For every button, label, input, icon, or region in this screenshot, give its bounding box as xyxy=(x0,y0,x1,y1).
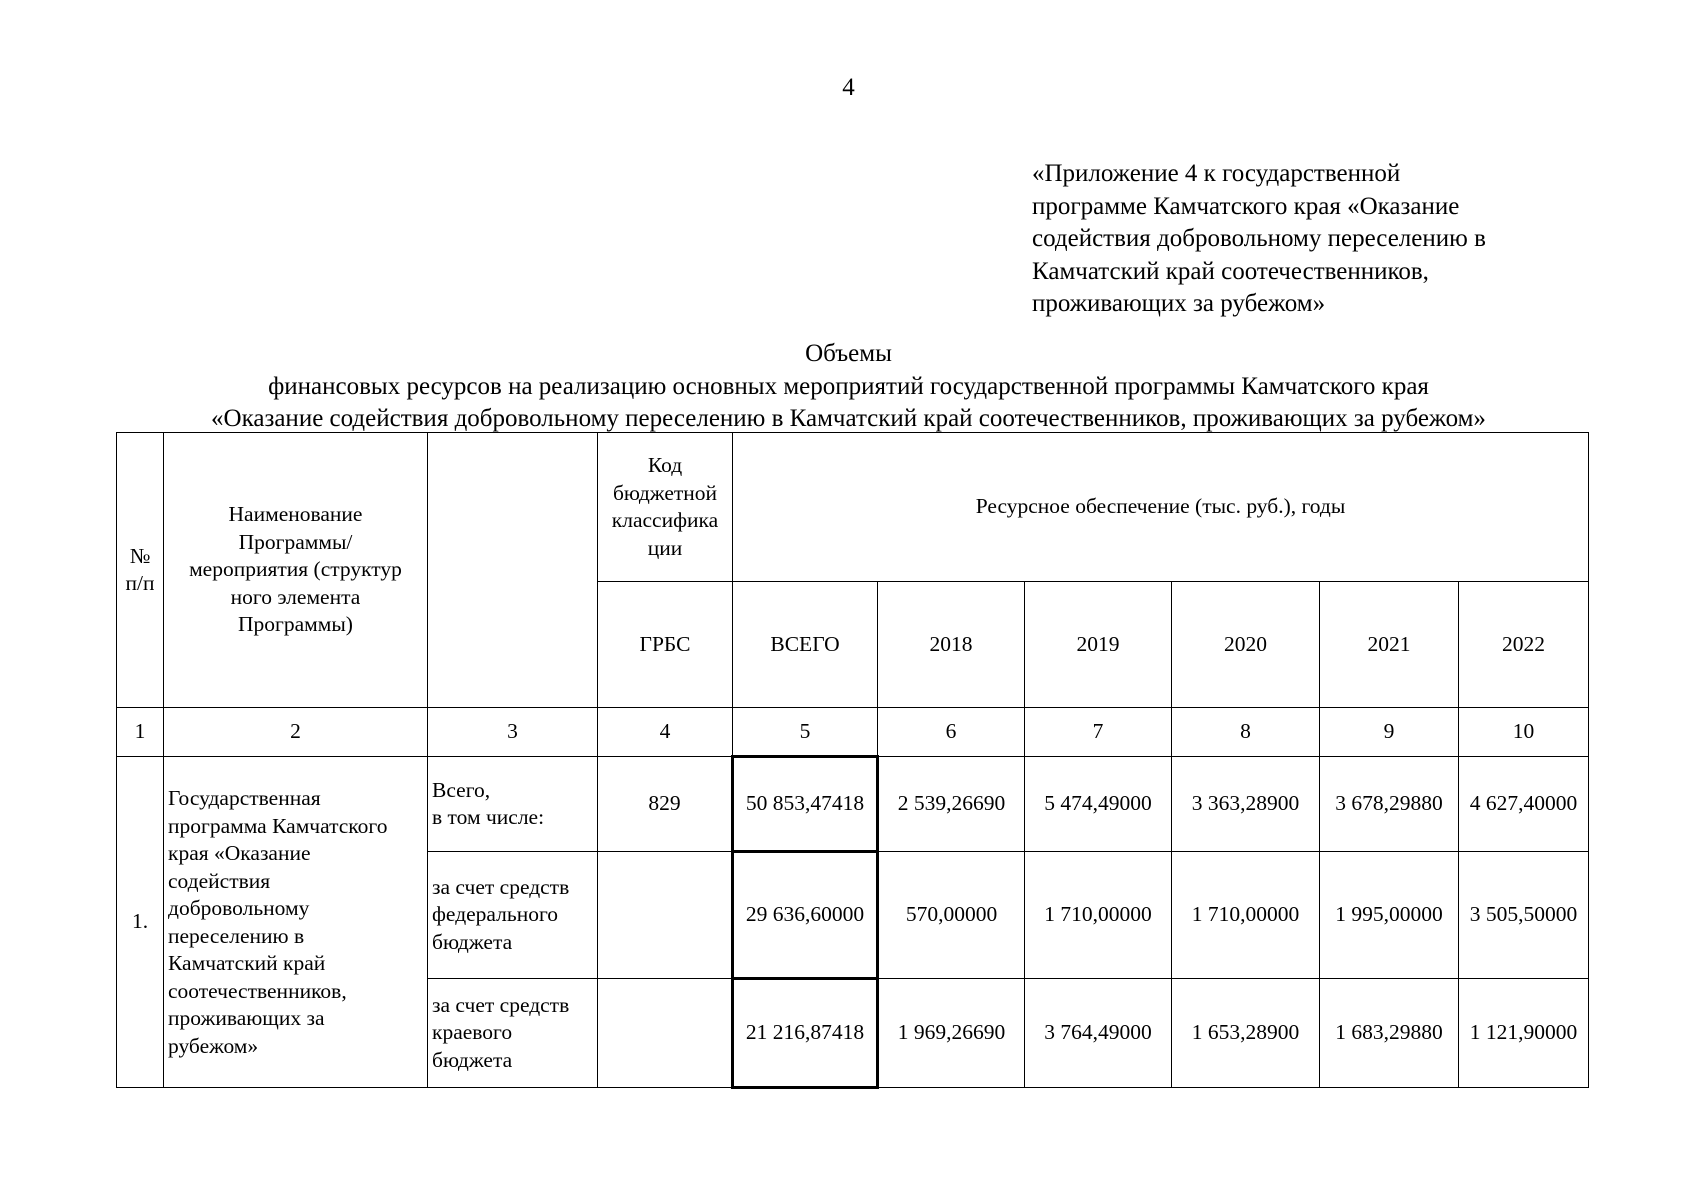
header-name-line: Программы/ xyxy=(238,529,353,554)
year-value-cell: 4 627,40000 xyxy=(1459,757,1589,852)
funding-source-line: бюджета xyxy=(432,929,513,954)
header-row xyxy=(117,433,1589,582)
column-number: 1 xyxy=(117,708,164,757)
header-year: 2020 xyxy=(1172,582,1320,708)
header-name-line: Программы) xyxy=(238,612,353,637)
title-line: Объемы xyxy=(805,340,892,367)
header-grbs: ГРБС xyxy=(598,582,733,708)
header-num-line: п/п xyxy=(125,571,155,595)
funding-source-line: краевого xyxy=(432,1020,513,1045)
column-number: 5 xyxy=(733,708,878,757)
column-number: 2 xyxy=(164,708,428,757)
table-row xyxy=(117,757,1589,852)
financial-resources-table xyxy=(116,432,1589,1089)
header-name-line: ного элемента xyxy=(230,584,361,609)
program-name-line: соотечественников, xyxy=(168,978,347,1003)
year-value-cell: 570,00000 xyxy=(878,852,1025,979)
column-number: 8 xyxy=(1172,708,1320,757)
header-year: 2019 xyxy=(1025,582,1172,708)
page-number: 4 xyxy=(842,74,855,101)
total-cell: 50 853,47418 xyxy=(733,757,878,852)
program-name-line: края «Оказание xyxy=(168,841,311,865)
year-value-cell: 3 678,29880 xyxy=(1320,757,1459,852)
appendix-line: программе Камчатского края «Оказание xyxy=(1032,192,1460,220)
grbs-code: 829 xyxy=(598,757,733,852)
funding-source-line: за счет средств xyxy=(432,874,570,899)
grbs-code-empty xyxy=(598,979,733,1088)
column-number: 4 xyxy=(598,708,733,757)
funding-source-label xyxy=(428,757,598,852)
appendix-line: Камчатский край соотечественников, xyxy=(1032,257,1429,285)
grbs-code-empty xyxy=(598,852,733,979)
column-number: 9 xyxy=(1320,708,1459,757)
year-value-cell: 1 683,29880 xyxy=(1320,979,1459,1088)
total-cell: 21 216,87418 xyxy=(733,979,878,1088)
header-code-line: Код xyxy=(647,453,683,477)
program-name-line: Камчатский край xyxy=(168,951,326,975)
year-value-cell: 1 653,28900 xyxy=(1172,979,1320,1088)
header-name-line: мероприятия (структур xyxy=(189,557,402,582)
header-num xyxy=(117,433,164,708)
program-name-line: программа Камчатского xyxy=(168,813,388,838)
program-name-line: проживающих за xyxy=(168,1006,325,1030)
column-number: 6 xyxy=(878,708,1025,757)
funding-source-line: бюджета xyxy=(432,1047,513,1072)
year-value-cell: 3 764,49000 xyxy=(1025,979,1172,1088)
year-value-cell: 1 710,00000 xyxy=(1025,852,1172,979)
header-resources: Ресурсное обеспечение (тыс. руб.), годы xyxy=(733,433,1589,582)
year-value-cell: 1 121,90000 xyxy=(1459,979,1589,1088)
document-title xyxy=(0,338,1697,436)
header-year: 2022 xyxy=(1459,582,1589,708)
program-name xyxy=(164,757,428,1088)
header-num-line: № xyxy=(129,543,151,568)
header-name-line: Наименование xyxy=(228,502,363,527)
column-number: 3 xyxy=(428,708,598,757)
funding-source-label xyxy=(428,852,598,979)
appendix-line: проживающих за рубежом» xyxy=(1032,290,1326,317)
header-empty xyxy=(428,433,598,708)
funding-source-line: Всего, xyxy=(432,777,491,802)
funding-source-line: федерального xyxy=(432,902,558,927)
column-number: 10 xyxy=(1459,708,1589,757)
program-name-line: Государственная xyxy=(168,786,321,810)
year-value-cell: 1 995,00000 xyxy=(1320,852,1459,979)
year-value-cell: 1 969,26690 xyxy=(878,979,1025,1088)
appendix-line: содействия добровольному переселению в xyxy=(1032,225,1486,252)
year-value-cell: 1 710,00000 xyxy=(1172,852,1320,979)
header-code xyxy=(598,433,733,582)
program-name-line: добровольному xyxy=(168,896,310,920)
header-name xyxy=(164,433,428,708)
year-value-cell: 3 363,28900 xyxy=(1172,757,1320,852)
year-value-cell: 5 474,49000 xyxy=(1025,757,1172,852)
appendix-note xyxy=(1032,158,1652,321)
column-number-row xyxy=(117,708,1589,757)
program-name-line: рубежом» xyxy=(168,1033,259,1058)
header-code-line: классифика xyxy=(611,508,719,532)
title-line: финансовых ресурсов на реализацию основных мероприятий государственной программы Камчатского края xyxy=(268,372,1429,400)
row-number: 1. xyxy=(117,757,164,1088)
appendix-line: «Приложение 4 к государственной xyxy=(1032,160,1401,187)
header-year: 2021 xyxy=(1320,582,1459,708)
header-code-line: бюджетной xyxy=(612,480,718,505)
header-total: ВСЕГО xyxy=(733,582,878,708)
column-number: 7 xyxy=(1025,708,1172,757)
funding-source-line: за счет средств xyxy=(432,992,570,1017)
year-value-cell: 2 539,26690 xyxy=(878,757,1025,852)
funding-source-label xyxy=(428,979,598,1088)
header-year: 2018 xyxy=(878,582,1025,708)
funding-source-line: в том числе: xyxy=(432,805,545,829)
program-name-line: содействия xyxy=(168,868,271,893)
title-line: «Оказание содействия добровольному переселению в Камчатский край соотечественников, проживающих за рубежом» xyxy=(211,405,1486,432)
total-cell: 29 636,60000 xyxy=(733,852,878,979)
header-code-line: ции xyxy=(647,535,683,560)
program-name-line: переселению в xyxy=(168,923,305,948)
year-value-cell: 3 505,50000 xyxy=(1459,852,1589,979)
